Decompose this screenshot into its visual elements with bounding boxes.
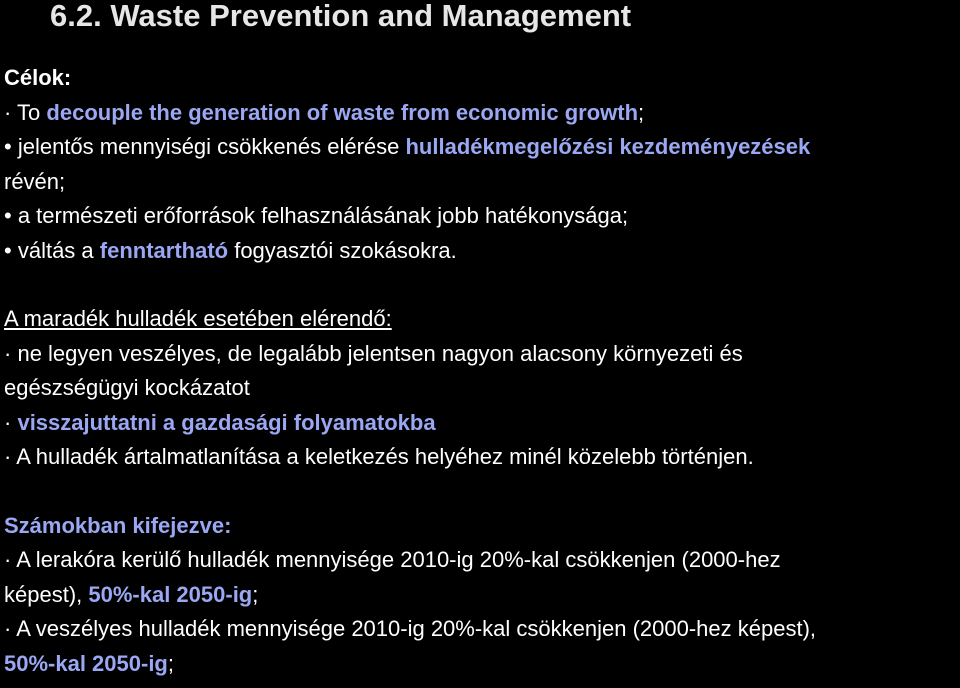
list-item-continuation xyxy=(4,647,960,682)
bullet: • xyxy=(4,203,18,228)
list-item xyxy=(4,96,960,131)
list-item xyxy=(4,612,960,647)
highlight-text: 50%-kal 2050-ig xyxy=(4,650,168,676)
list-item xyxy=(4,234,960,269)
list-item xyxy=(4,406,960,441)
item-text: ne legyen veszélyes, de legalább jelentsen nagyon alacsony környezeti és xyxy=(17,340,743,366)
item-text: A lerakóra kerülő hulladék mennyisége 2010-ig 20%-kal csökkenjen (2000-hez xyxy=(16,547,781,572)
item-text: A hulladék ártalmatlanítása a keletkezés helyéhez minél közelebb történjen. xyxy=(16,444,754,469)
bullet: · xyxy=(4,547,17,572)
item-text: ; xyxy=(638,99,645,125)
list-item xyxy=(4,543,960,578)
bullet: • xyxy=(4,134,18,159)
item-text: fogyasztói szokásokra. xyxy=(228,237,457,263)
content-body xyxy=(4,61,960,681)
bullet: · xyxy=(4,409,18,435)
item-text: ; xyxy=(167,650,174,676)
bullet: · xyxy=(4,616,17,641)
item-text: To xyxy=(17,99,47,125)
section-heading-celok: Célok: xyxy=(4,65,72,90)
highlight-text: decouple the generation of waste from economic growth xyxy=(46,99,639,125)
bullet: · xyxy=(4,444,17,469)
highlight-text: fenntartható xyxy=(99,237,229,263)
page-title: 6.2. Waste Prevention and Management xyxy=(50,0,632,33)
item-text: képest), xyxy=(4,581,89,607)
bullet: · xyxy=(4,99,18,125)
item-text: ; xyxy=(252,581,259,607)
bullet: • xyxy=(4,237,18,263)
list-item xyxy=(4,130,960,165)
section-heading-szamokban: Számokban kifejezve: xyxy=(4,512,232,538)
list-item xyxy=(4,337,960,372)
item-text: a természeti erőforrások felhasználásának jobb hatékonysága; xyxy=(17,203,629,228)
highlight-text: hulladékmegelőzési kezdeményezések xyxy=(405,134,811,159)
list-item-continuation xyxy=(4,578,960,613)
section-heading-maradek: A maradék hulladék esetében elérendő: xyxy=(4,306,392,331)
item-text: jelentős mennyiségi csökkenés elérése xyxy=(17,134,406,159)
item-text: váltás a xyxy=(17,237,100,263)
list-item xyxy=(4,440,960,475)
item-text: A veszélyes hulladék mennyisége 2010-ig 20%-kal csökkenjen (2000-hez képest), xyxy=(16,616,817,641)
list-item xyxy=(4,199,960,234)
highlight-text: visszajuttatni a gazdasági folyamatokba xyxy=(17,409,436,435)
list-item-continuation: révén; xyxy=(4,168,66,194)
list-item-continuation: egészségügyi kockázatot xyxy=(4,375,250,400)
highlight-text: 50%-kal 2050-ig xyxy=(88,581,253,607)
bullet: · xyxy=(4,340,18,366)
